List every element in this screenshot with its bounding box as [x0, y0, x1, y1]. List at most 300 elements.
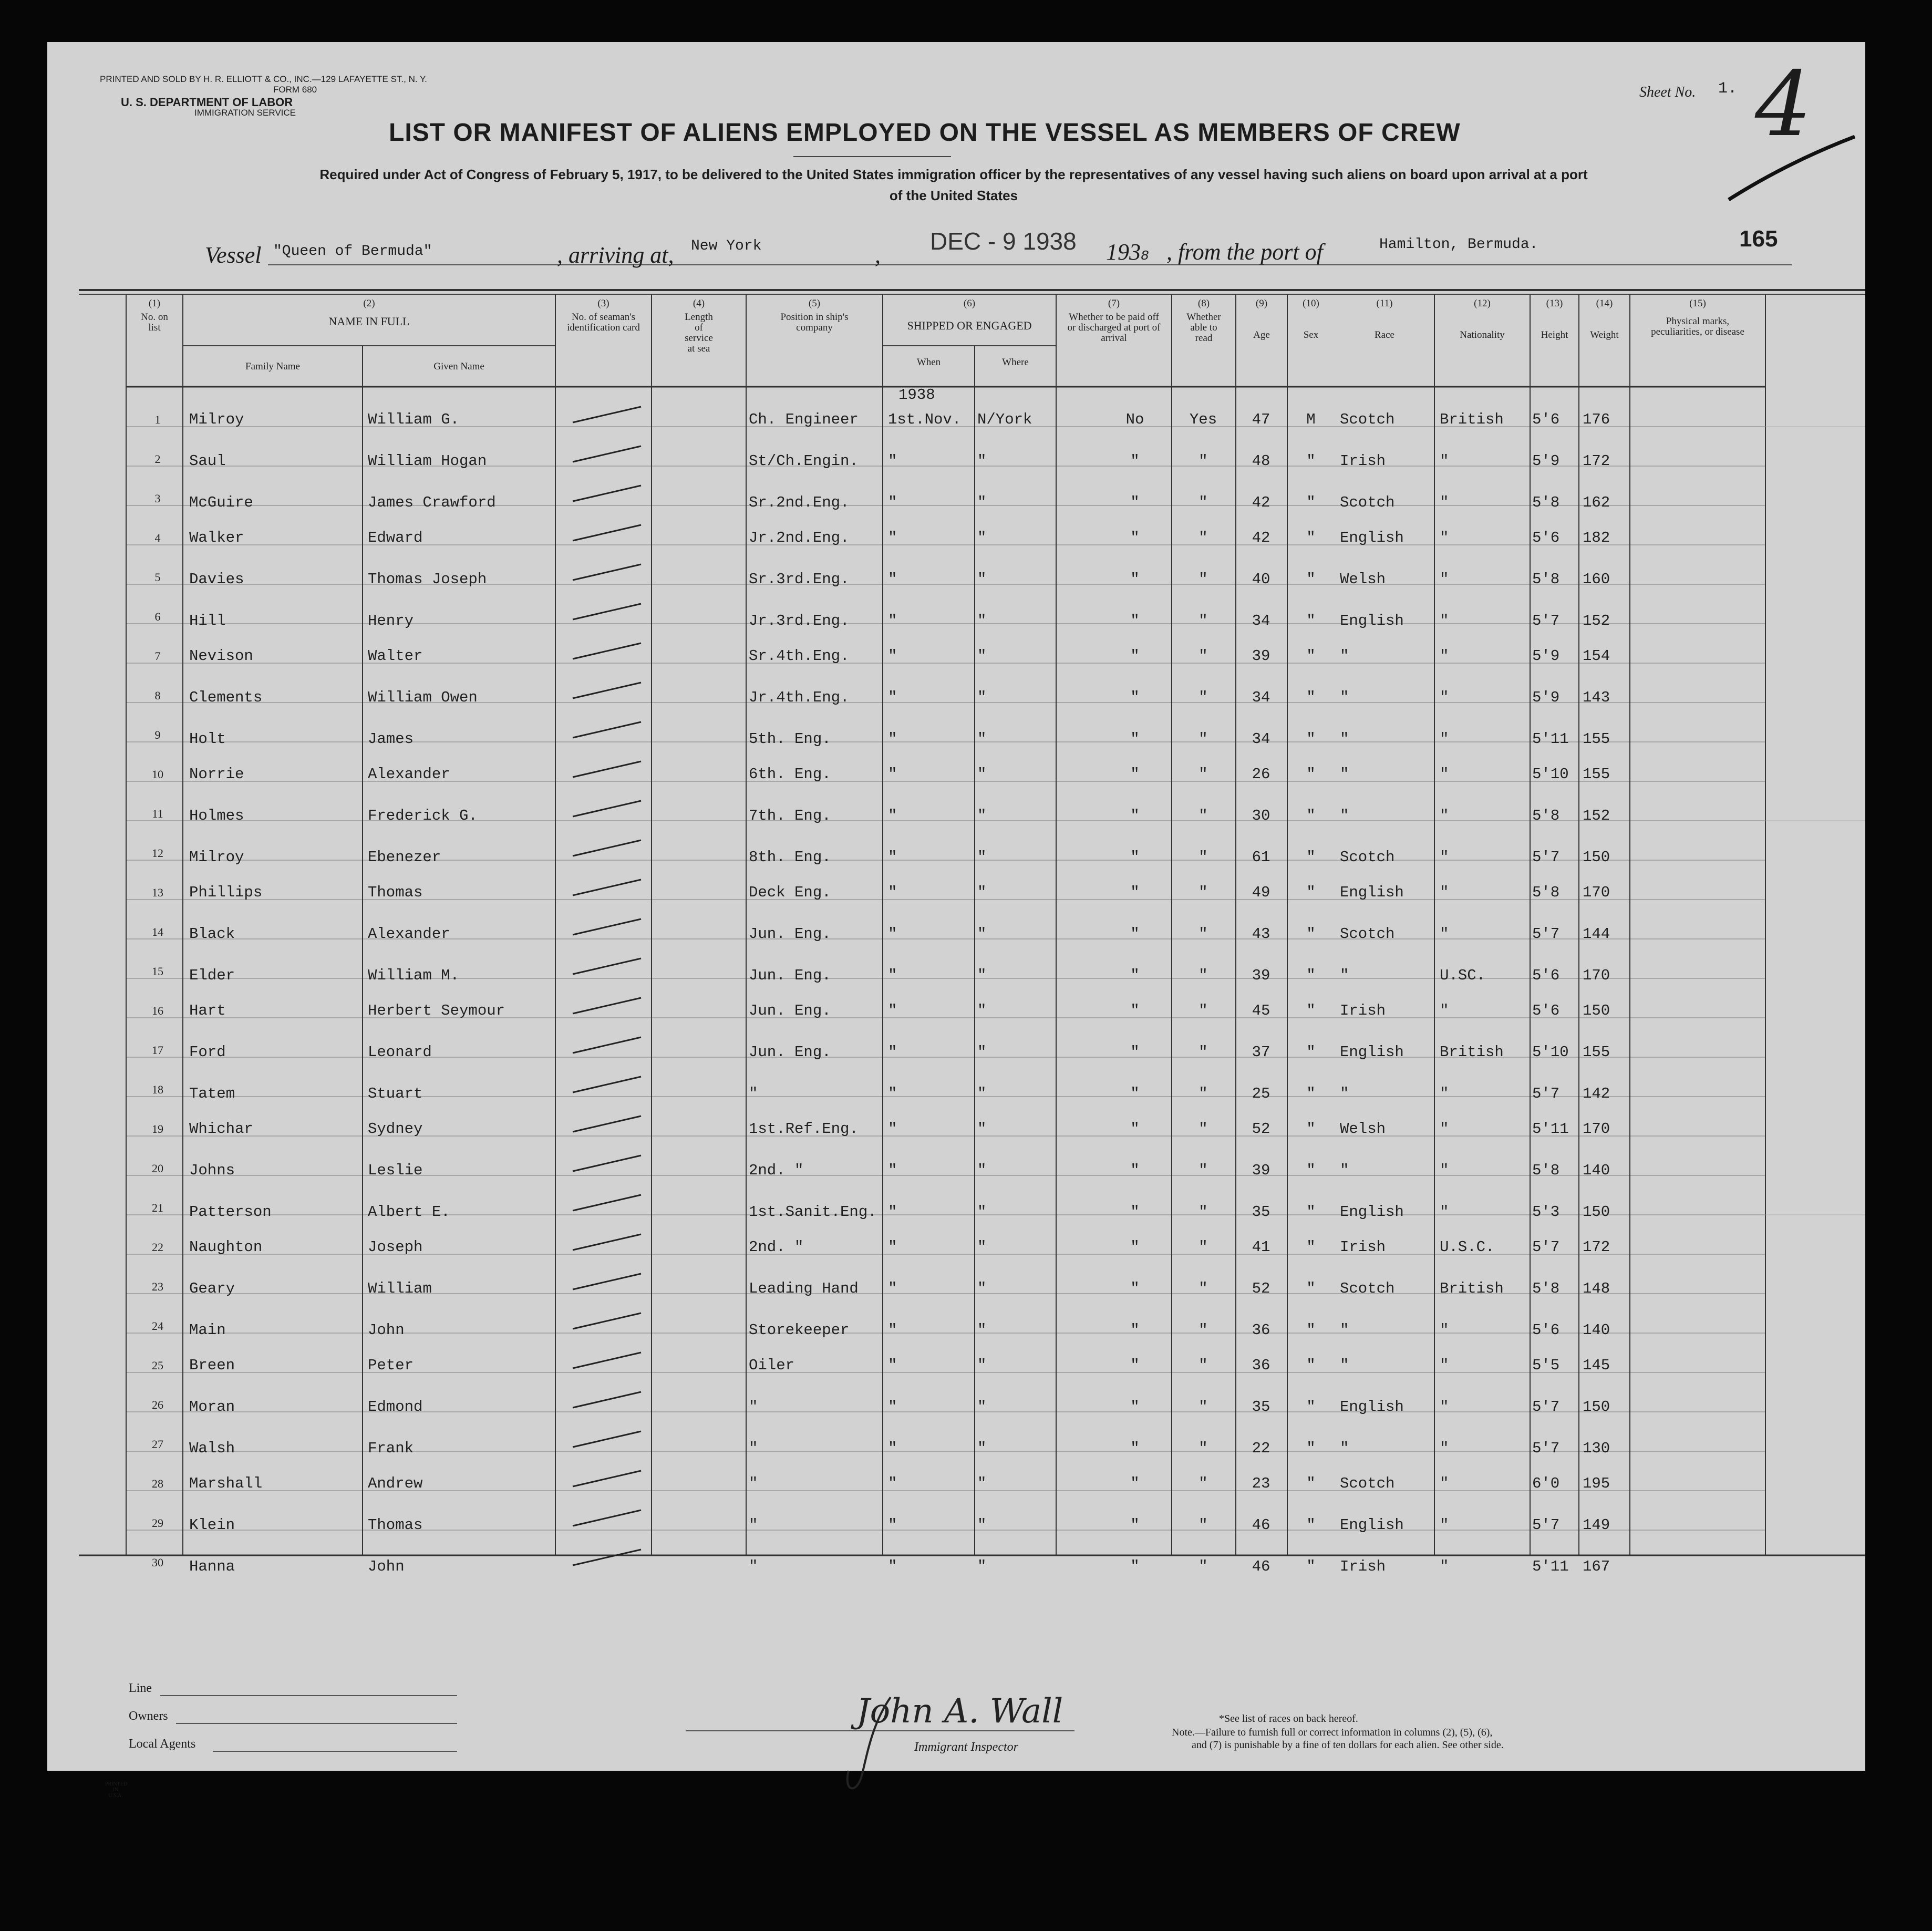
race: "	[1340, 730, 1349, 748]
col-11-header	[1335, 298, 1434, 340]
row-number: 24	[152, 1319, 163, 1333]
height: 5'7	[1532, 849, 1560, 866]
able-to-read: "	[1199, 647, 1208, 665]
col-label: NAME IN FULL	[328, 315, 410, 328]
family-name: Holmes	[189, 807, 244, 824]
race: Welsh	[1340, 1120, 1386, 1138]
able-to-read: "	[1199, 1321, 1208, 1339]
col-number: (15)	[1689, 298, 1706, 309]
engaged-where: "	[977, 884, 987, 901]
row-number: 13	[152, 886, 163, 899]
able-to-read: "	[1199, 1280, 1208, 1297]
col-label: Weight	[1590, 329, 1619, 340]
position: 5th. Eng.	[749, 730, 831, 748]
height: 5'8	[1532, 1280, 1560, 1297]
position: Jun. Eng.	[749, 967, 831, 984]
position: 6th. Eng.	[749, 766, 831, 783]
form-number: FORM 680	[273, 85, 317, 95]
engaged-where: "	[977, 452, 987, 470]
age: 42	[1252, 494, 1270, 511]
row-number: 10	[152, 768, 163, 781]
sex: "	[1306, 1280, 1316, 1297]
nationality: "	[1440, 849, 1449, 866]
row-number: 3	[154, 492, 161, 505]
able-to-read: "	[1199, 730, 1208, 748]
engaged-when: "	[888, 766, 897, 783]
nationality: "	[1440, 494, 1449, 511]
height: 5'11	[1532, 730, 1569, 748]
row-number: 15	[152, 965, 163, 978]
age: 52	[1252, 1280, 1270, 1297]
sex: "	[1306, 1044, 1316, 1061]
height: 5'11	[1532, 1558, 1569, 1575]
family-name: Hill	[189, 612, 226, 629]
id-card-check-mark	[567, 523, 646, 544]
given-name: Thomas	[368, 884, 423, 901]
sex: "	[1306, 730, 1316, 748]
nationality: "	[1440, 647, 1449, 665]
height: 5'3	[1532, 1203, 1560, 1221]
age: 35	[1252, 1203, 1270, 1221]
weight: 152	[1583, 807, 1610, 824]
age: 46	[1252, 1558, 1270, 1575]
sex: "	[1306, 612, 1316, 629]
family-name: Davies	[189, 571, 244, 588]
paid-off: "	[1130, 1002, 1140, 1019]
sex: "	[1306, 1558, 1316, 1575]
nationality: U.S.C.	[1440, 1238, 1495, 1256]
family-name: Nevison	[189, 647, 253, 665]
able-to-read: "	[1199, 1357, 1208, 1374]
family-name: Norrie	[189, 766, 244, 783]
weight: 145	[1583, 1357, 1610, 1374]
id-card-check-mark	[567, 562, 646, 583]
races-note: *See list of races on back hereof.	[1219, 1713, 1358, 1725]
sex: "	[1306, 1475, 1316, 1492]
nationality: British	[1440, 1044, 1504, 1061]
id-card-check-mark	[567, 1508, 646, 1529]
paid-off: No	[1125, 411, 1144, 428]
nationality: "	[1440, 807, 1449, 824]
paid-off: "	[1130, 1162, 1140, 1179]
sex: "	[1306, 1162, 1316, 1179]
id-card-check-mark	[567, 1035, 646, 1056]
engaged-when: "	[888, 1440, 897, 1457]
race: Irish	[1340, 452, 1386, 470]
col-number: (13)	[1546, 298, 1563, 309]
nationality: "	[1440, 1002, 1449, 1019]
race: Scotch	[1340, 1280, 1395, 1297]
height: 5'7	[1532, 925, 1560, 943]
given-name-header: Given Name	[433, 361, 484, 372]
weight: 140	[1583, 1321, 1610, 1339]
race: Irish	[1340, 1558, 1386, 1575]
nationality: "	[1440, 1321, 1449, 1339]
id-card-check-mark	[567, 759, 646, 780]
weight: 154	[1583, 647, 1610, 665]
where-header: Where	[1002, 357, 1029, 368]
race: "	[1340, 1085, 1349, 1102]
row-number: 23	[152, 1280, 163, 1293]
age: 37	[1252, 1044, 1270, 1061]
race: Irish	[1340, 1238, 1386, 1256]
nationality: British	[1440, 411, 1504, 428]
age: 48	[1252, 452, 1270, 470]
engaged-when: "	[888, 849, 897, 866]
able-to-read: "	[1199, 1120, 1208, 1138]
able-to-read: "	[1199, 1238, 1208, 1256]
family-name: Hanna	[189, 1558, 235, 1575]
family-name: Walsh	[189, 1440, 235, 1457]
nationality: "	[1440, 1558, 1449, 1575]
given-name: Stuart	[368, 1085, 423, 1102]
row-number: 14	[152, 925, 163, 938]
sex: "	[1306, 1085, 1316, 1102]
height: 5'8	[1532, 1162, 1560, 1179]
height: 5'9	[1532, 689, 1560, 706]
nationality: "	[1440, 529, 1449, 546]
given-name: Edward	[368, 529, 423, 546]
race: "	[1340, 1440, 1349, 1457]
col-number: (2)	[363, 298, 375, 309]
age: 34	[1252, 730, 1270, 748]
id-card-check-mark	[567, 1232, 646, 1253]
family-name: Ford	[189, 1044, 226, 1061]
race: English	[1340, 884, 1404, 901]
engaged-where: "	[977, 925, 987, 943]
given-name: Leonard	[368, 1044, 432, 1061]
age: 30	[1252, 807, 1270, 824]
col-label: Physical marks, peculiarities, or disease	[1651, 316, 1744, 337]
weight: 155	[1583, 730, 1610, 748]
nationality: U.SC.	[1440, 967, 1486, 984]
nationality: "	[1440, 1162, 1449, 1179]
given-name: John	[368, 1558, 405, 1575]
weight: 195	[1583, 1475, 1610, 1492]
position: Jun. Eng.	[749, 1002, 831, 1019]
given-name: Andrew	[368, 1475, 423, 1492]
age: 34	[1252, 689, 1270, 706]
engaged-where: "	[977, 1120, 987, 1138]
position: Jr.2nd.Eng.	[749, 529, 850, 546]
age: 42	[1252, 529, 1270, 546]
sex: "	[1306, 689, 1316, 706]
given-name: Leslie	[368, 1162, 423, 1179]
paid-off: "	[1130, 1203, 1140, 1221]
id-card-check-mark	[567, 602, 646, 623]
subtitle-line-2: of the United States	[889, 188, 1018, 203]
nationality: "	[1440, 1516, 1449, 1534]
paid-off: "	[1130, 1238, 1140, 1256]
position: Leading Hand	[749, 1280, 859, 1297]
col-label: Whether to be paid off or discharged at port of arrival	[1067, 312, 1161, 344]
position: Storekeeper	[749, 1321, 850, 1339]
age: 35	[1252, 1398, 1270, 1416]
race: Scotch	[1340, 849, 1395, 866]
weight: 149	[1583, 1516, 1610, 1534]
department-label: U. S. DEPARTMENT OF LABOR	[121, 96, 293, 109]
paid-off: "	[1130, 925, 1140, 943]
row-number: 2	[154, 452, 161, 466]
able-to-read: "	[1199, 529, 1208, 546]
able-to-read: "	[1199, 766, 1208, 783]
race: "	[1340, 807, 1349, 824]
able-to-read: "	[1199, 1440, 1208, 1457]
position: 8th. Eng.	[749, 849, 831, 866]
col-13-header	[1530, 298, 1579, 340]
engaged-when: "	[888, 452, 897, 470]
id-card-check-mark	[567, 1075, 646, 1096]
engaged-where: "	[977, 730, 987, 748]
id-card-check-mark	[567, 799, 646, 820]
id-card-check-mark	[567, 877, 646, 899]
from-port: Hamilton, Bermuda.	[1379, 236, 1538, 253]
race: "	[1340, 647, 1349, 665]
engaged-when: "	[888, 1516, 897, 1534]
sex: "	[1306, 1002, 1316, 1019]
col-15-header	[1630, 298, 1765, 337]
service-label: IMMIGRATION SERVICE	[194, 108, 296, 118]
given-name: Joseph	[368, 1238, 423, 1256]
height: 5'7	[1532, 1085, 1560, 1102]
year-label	[1106, 239, 1149, 265]
col-6-header	[883, 298, 1056, 331]
col-9-header	[1236, 298, 1287, 340]
col-number: (12)	[1474, 298, 1491, 309]
given-name: Thomas	[368, 1516, 423, 1534]
printer-imprint: PRINTED AND SOLD BY H. R. ELLIOTT & CO., INC.—129 LAFAYETTE ST., N. Y.	[100, 74, 427, 84]
family-name: Geary	[189, 1280, 235, 1297]
row-number: 9	[154, 728, 161, 741]
race: Scotch	[1340, 925, 1395, 943]
paid-off: "	[1130, 1280, 1140, 1297]
able-to-read: "	[1199, 689, 1208, 706]
race: English	[1340, 1398, 1404, 1416]
engaged-when: "	[888, 1085, 897, 1102]
col-number: (5)	[808, 298, 821, 309]
race: English	[1340, 1203, 1404, 1221]
position: "	[749, 1475, 758, 1492]
weight: 170	[1583, 1120, 1610, 1138]
family-name: Naughton	[189, 1238, 263, 1256]
engaged-where: "	[977, 1440, 987, 1457]
col-5-header	[746, 298, 883, 333]
given-name: Frederick G.	[368, 807, 478, 824]
family-name: Patterson	[189, 1203, 272, 1221]
given-name: Alexander	[368, 925, 450, 943]
given-name: James Crawford	[368, 494, 496, 511]
col-label: Position in ship's company	[780, 312, 849, 333]
row-number: 25	[152, 1359, 163, 1372]
engaged-where: "	[977, 766, 987, 783]
height: 5'9	[1532, 647, 1560, 665]
position: "	[749, 1440, 758, 1457]
family-name: McGuire	[189, 494, 253, 511]
id-card-check-mark	[567, 1153, 646, 1174]
engaged-where: "	[977, 807, 987, 824]
id-card-check-mark	[567, 917, 646, 938]
family-name: Holt	[189, 730, 226, 748]
nationality: "	[1440, 730, 1449, 748]
col-label: Age	[1253, 329, 1270, 340]
weight: 140	[1583, 1162, 1610, 1179]
engaged-when: "	[888, 1238, 897, 1256]
engaged-when: "	[888, 1398, 897, 1416]
engaged-when: "	[888, 884, 897, 901]
col-12-header	[1434, 298, 1530, 340]
col-number: (9)	[1255, 298, 1268, 309]
row-number: 5	[154, 571, 161, 584]
position: Oiler	[749, 1357, 795, 1374]
paid-off: "	[1130, 647, 1140, 665]
race: "	[1340, 1162, 1349, 1179]
col-label: Height	[1541, 329, 1568, 340]
engaged-when: "	[888, 647, 897, 665]
engaged-where: "	[977, 1044, 987, 1061]
nationality: "	[1440, 1120, 1449, 1138]
paid-off: "	[1130, 849, 1140, 866]
family-name: Hart	[189, 1002, 226, 1019]
engaged-where: "	[977, 529, 987, 546]
engaged-where: "	[977, 494, 987, 511]
col-label: Whether able to read	[1186, 312, 1221, 344]
height: 5'10	[1532, 1044, 1569, 1061]
engaged-when: 1st.Nov.	[888, 411, 962, 428]
nationality: "	[1440, 612, 1449, 629]
paid-off: "	[1130, 1558, 1140, 1575]
age: 25	[1252, 1085, 1270, 1102]
engaged-when: "	[888, 1203, 897, 1221]
sheet-number-label: Sheet No.	[1639, 84, 1696, 100]
engaged-when: "	[888, 689, 897, 706]
col-label: Sex	[1303, 329, 1319, 340]
line-label: Line	[129, 1681, 152, 1695]
height: 5'6	[1532, 1321, 1560, 1339]
sex: "	[1306, 884, 1316, 901]
age: 47	[1252, 411, 1270, 428]
able-to-read: "	[1199, 494, 1208, 511]
printed-in-usa: PRINTED IN U.S.A.	[105, 1781, 128, 1799]
subtitle-line-1: Required under Act of Congress of February 5, 1917, to be delivered to the United States immigration officer by the representatives of any vessel having such aliens on board upon arrival at a port	[319, 167, 1588, 182]
paid-off: "	[1130, 689, 1140, 706]
given-name: Walter	[368, 647, 423, 665]
family-name: Milroy	[189, 849, 244, 866]
height: 5'5	[1532, 1357, 1560, 1374]
agents-field-rule	[213, 1750, 457, 1752]
col-number: (7)	[1108, 298, 1120, 309]
inspector-signature: John A. Wall	[856, 1692, 1063, 1731]
age: 40	[1252, 571, 1270, 588]
col-label: Length of service at sea	[685, 312, 713, 354]
col-number: (1)	[148, 298, 161, 309]
nationality: "	[1440, 452, 1449, 470]
given-name: Sydney	[368, 1120, 423, 1138]
owners-label: Owners	[129, 1709, 168, 1723]
given-name: Albert E.	[368, 1203, 450, 1221]
engaged-when: "	[888, 1120, 897, 1138]
paid-off: "	[1130, 884, 1140, 901]
paid-off: "	[1130, 1044, 1140, 1061]
age: 23	[1252, 1475, 1270, 1492]
col-7-header	[1056, 298, 1172, 344]
nationality: "	[1440, 766, 1449, 783]
position: Jun. Eng.	[749, 1044, 831, 1061]
age: 39	[1252, 967, 1270, 984]
local-agents-label: Local Agents	[129, 1737, 196, 1751]
engaged-where: "	[977, 689, 987, 706]
age: 43	[1252, 925, 1270, 943]
sex: "	[1306, 452, 1316, 470]
height: 5'8	[1532, 494, 1560, 511]
col-label: No. of seaman's identification card	[567, 312, 640, 333]
nationality: "	[1440, 884, 1449, 901]
able-to-read: "	[1199, 1558, 1208, 1575]
race: Irish	[1340, 1002, 1386, 1019]
race: English	[1340, 612, 1404, 629]
engaged-where: "	[977, 849, 987, 866]
weight: 172	[1583, 452, 1610, 470]
family-name: Black	[189, 925, 235, 943]
engaged-where: "	[977, 1475, 987, 1492]
engaged-where: "	[977, 1085, 987, 1102]
id-card-check-mark	[567, 720, 646, 741]
position: Jr.4th.Eng.	[749, 689, 850, 706]
race: English	[1340, 529, 1404, 546]
engaged-when: "	[888, 925, 897, 943]
position: Ch. Engineer	[749, 411, 859, 428]
nationality: British	[1440, 1280, 1504, 1297]
col-1-header	[126, 298, 183, 333]
page-number-stamp: 165	[1739, 226, 1778, 252]
engaged-where: "	[977, 1398, 987, 1416]
position: 1st.Ref.Eng.	[749, 1120, 859, 1138]
position: "	[749, 1558, 758, 1575]
nationality: "	[1440, 689, 1449, 706]
date-stamp: DEC - 9 1938	[930, 228, 1077, 255]
row-number: 30	[152, 1556, 163, 1569]
sex: "	[1306, 807, 1316, 824]
family-name: Breen	[189, 1357, 235, 1374]
nationality: "	[1440, 925, 1449, 943]
id-card-check-mark	[567, 1272, 646, 1293]
engaged-when: "	[888, 1558, 897, 1575]
sex: "	[1306, 494, 1316, 511]
height: 5'8	[1532, 884, 1560, 901]
able-to-read: "	[1199, 612, 1208, 629]
height: 5'7	[1532, 1440, 1560, 1457]
col-number: (8)	[1197, 298, 1210, 309]
family-name: Klein	[189, 1516, 235, 1534]
sex: "	[1306, 849, 1316, 866]
sheet-number: 1.	[1718, 80, 1738, 98]
row-number: 16	[152, 1004, 163, 1017]
age: 46	[1252, 1516, 1270, 1534]
penalty-note-1: Note.—Failure to furnish full or correct information in columns (2), (5), (6),	[1172, 1727, 1493, 1738]
row-number: 18	[152, 1083, 163, 1096]
engaged-where: "	[977, 1321, 987, 1339]
engaged-when: "	[888, 967, 897, 984]
weight: 143	[1583, 689, 1610, 706]
height: 5'6	[1532, 529, 1560, 546]
race: Scotch	[1340, 411, 1395, 428]
comma-separator: ,	[875, 242, 881, 268]
nationality: "	[1440, 1203, 1449, 1221]
age: 52	[1252, 1120, 1270, 1138]
inspector-label: Immigrant Inspector	[914, 1740, 1018, 1754]
position: "	[749, 1398, 758, 1416]
engaged-where: "	[977, 1162, 987, 1179]
row-number: 26	[152, 1398, 163, 1411]
